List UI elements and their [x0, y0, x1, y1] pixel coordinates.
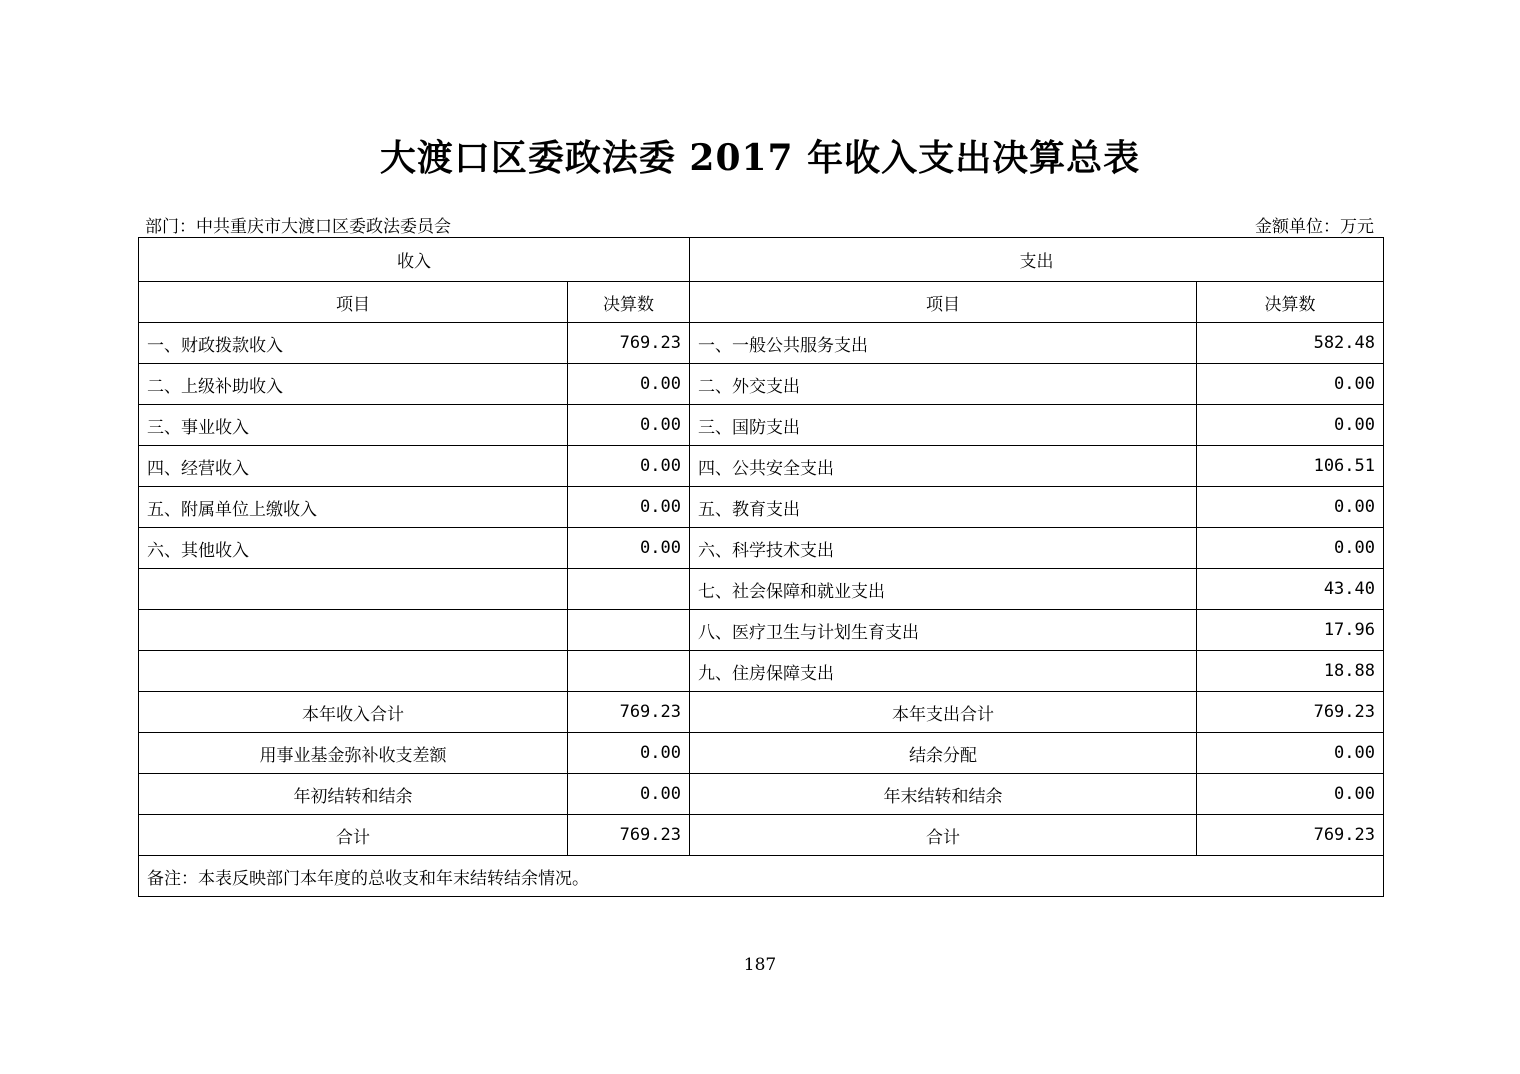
- expense-item-cell: 八、医疗卫生与计划生育支出: [690, 610, 1197, 651]
- expense-amount-cell: 17.96: [1197, 610, 1384, 651]
- summary-expense-label: 本年支出合计: [690, 692, 1197, 733]
- summary-expense-label: 年末结转和结余: [690, 774, 1197, 815]
- income-amount-cell: 0.00: [568, 528, 690, 569]
- expense-item-cell: 四、公共安全支出: [690, 446, 1197, 487]
- summary-income-label: 用事业基金弥补收支差额: [139, 733, 568, 774]
- table-header-row: [139, 238, 1384, 282]
- income-header: 收入: [139, 238, 690, 282]
- income-item-cell: 一、财政拨款收入: [139, 323, 568, 364]
- expense-item-cell: 三、国防支出: [690, 405, 1197, 446]
- summary-expense-label: 结余分配: [690, 733, 1197, 774]
- income-item-cell: [139, 610, 568, 651]
- income-amount-cell: [568, 569, 690, 610]
- summary-expense-amount: 769.23: [1197, 692, 1384, 733]
- summary-income-label: 合计: [139, 815, 568, 856]
- expense-amount-cell: 18.88: [1197, 651, 1384, 692]
- summary-income-amount: 769.23: [568, 815, 690, 856]
- expense-item-cell: 七、社会保障和就业支出: [690, 569, 1197, 610]
- table-row: [139, 569, 1384, 610]
- expense-amount-header: 决算数: [1197, 282, 1384, 323]
- summary-expense-amount: 0.00: [1197, 774, 1384, 815]
- expense-item-cell: 六、科学技术支出: [690, 528, 1197, 569]
- income-item-cell: 五、附属单位上缴收入: [139, 487, 568, 528]
- budget-table: [138, 237, 1384, 897]
- expense-amount-cell: 0.00: [1197, 528, 1384, 569]
- expense-amount-cell: 43.40: [1197, 569, 1384, 610]
- expense-amount-cell: 106.51: [1197, 446, 1384, 487]
- budget-table-body: [139, 238, 1384, 897]
- expense-amount-cell: 0.00: [1197, 364, 1384, 405]
- income-amount-cell: 0.00: [568, 364, 690, 405]
- summary-row: [139, 692, 1384, 733]
- expense-item-cell: 一、一般公共服务支出: [690, 323, 1197, 364]
- note-row: [139, 856, 1384, 897]
- expense-amount-cell: 0.00: [1197, 405, 1384, 446]
- table-row: [139, 651, 1384, 692]
- income-amount-header: 决算数: [568, 282, 690, 323]
- expense-item-cell: 二、外交支出: [690, 364, 1197, 405]
- table-row: [139, 446, 1384, 487]
- income-amount-cell: 0.00: [568, 446, 690, 487]
- table-row: [139, 487, 1384, 528]
- income-item-cell: 六、其他收入: [139, 528, 568, 569]
- summary-row: [139, 733, 1384, 774]
- income-item-cell: 四、经营收入: [139, 446, 568, 487]
- table-row: [139, 364, 1384, 405]
- summary-income-label: 本年收入合计: [139, 692, 568, 733]
- summary-row: [139, 774, 1384, 815]
- income-item-header: 项目: [139, 282, 568, 323]
- unit-label: 金额单位：万元: [1255, 217, 1374, 237]
- table-row: [139, 528, 1384, 569]
- income-amount-cell: [568, 610, 690, 651]
- income-amount-cell: [568, 651, 690, 692]
- summary-expense-amount: 0.00: [1197, 733, 1384, 774]
- summary-income-amount: 769.23: [568, 692, 690, 733]
- income-item-cell: 三、事业收入: [139, 405, 568, 446]
- page-number: 187: [743, 955, 777, 975]
- summary-expense-label: 合计: [690, 815, 1197, 856]
- table-row: [139, 405, 1384, 446]
- expense-header: 支出: [690, 238, 1384, 282]
- note-cell: 备注：本表反映部门本年度的总收支和年末结转结余情况。: [139, 856, 1384, 897]
- table-row: [139, 610, 1384, 651]
- expense-amount-cell: 582.48: [1197, 323, 1384, 364]
- table-row: [139, 323, 1384, 364]
- income-item-cell: 二、上级补助收入: [139, 364, 568, 405]
- expense-item-header: 项目: [690, 282, 1197, 323]
- summary-income-amount: 0.00: [568, 774, 690, 815]
- expense-amount-cell: 0.00: [1197, 487, 1384, 528]
- expense-item-cell: 五、教育支出: [690, 487, 1197, 528]
- income-item-cell: [139, 569, 568, 610]
- summary-expense-amount: 769.23: [1197, 815, 1384, 856]
- summary-income-amount: 0.00: [568, 733, 690, 774]
- table-subheader-row: [139, 282, 1384, 323]
- income-item-cell: [139, 651, 568, 692]
- summary-income-label: 年初结转和结余: [139, 774, 568, 815]
- summary-row: [139, 815, 1384, 856]
- page-title: 大渡口区委政法委 2017 年收入支出决算总表: [379, 137, 1141, 179]
- income-amount-cell: 769.23: [568, 323, 690, 364]
- income-amount-cell: 0.00: [568, 487, 690, 528]
- income-amount-cell: 0.00: [568, 405, 690, 446]
- expense-item-cell: 九、住房保障支出: [690, 651, 1197, 692]
- department-label: 部门：中共重庆市大渡口区委政法委员会: [145, 217, 451, 237]
